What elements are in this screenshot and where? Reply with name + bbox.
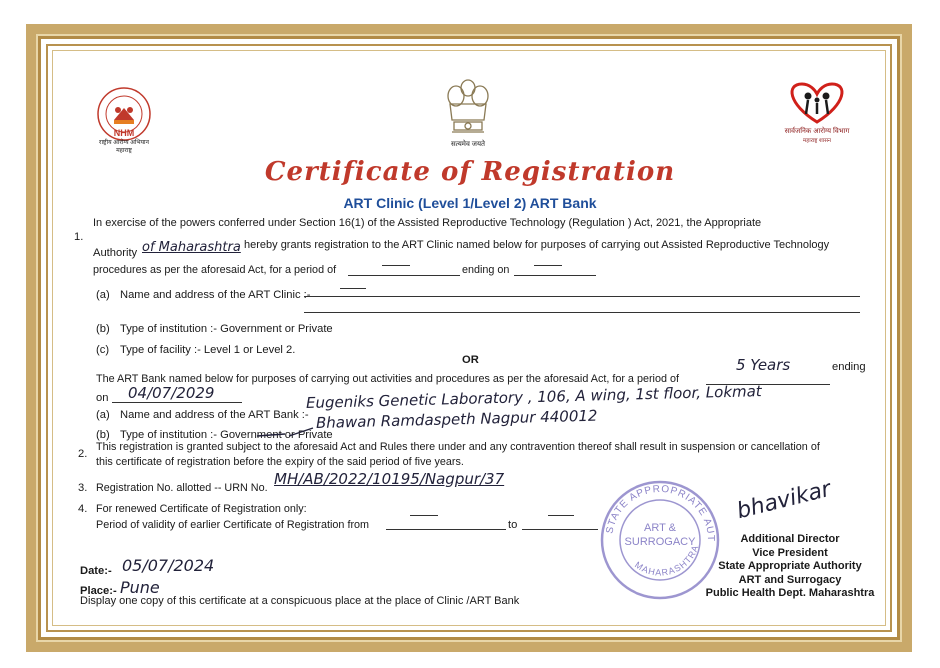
item1-b-label: (b) xyxy=(96,323,110,335)
clinic-address-blank1 xyxy=(304,296,860,297)
certificate-title: Certificate of Registration xyxy=(264,157,676,187)
date-label: Date:- xyxy=(80,565,112,577)
item1-line1: In exercise of the powers conferred under Section 16(1) of the Assisted Reproductive Technology (Regulation ) Act, 2021, the Appropriate xyxy=(93,217,762,229)
to-dash xyxy=(548,515,574,516)
period-blank xyxy=(348,275,460,276)
item1-a-text: Name and address of the ART Clinic :- xyxy=(120,289,311,301)
national-emblem xyxy=(436,74,500,154)
family-heart-icon xyxy=(778,78,856,126)
authority-handwritten: of Maharashtra xyxy=(142,240,241,255)
item1-a-label: (a) xyxy=(96,289,110,301)
bank-a-text: Name and address of the ART Bank :- xyxy=(120,409,309,421)
stamp-center1: ART & xyxy=(644,522,676,534)
on-date-blank xyxy=(112,402,242,403)
place-handwritten: Pune xyxy=(120,578,160,597)
bank-a-label: (a) xyxy=(96,409,110,421)
period-dash xyxy=(382,265,410,266)
stamp-ring-text: STATE APPROPRIATE AUT xyxy=(604,483,717,543)
nhm-text: NHM xyxy=(113,128,135,138)
footer-note: Display one copy of this certificate at a conspicuous place at the place of Clinic /ART Bank xyxy=(80,595,520,607)
right-logo-sub1: सार्वजनिक आरोग्य विभाग xyxy=(784,128,850,135)
validity-from-blank xyxy=(386,529,506,530)
signatory-l5: Public Health Dept. Maharashtra xyxy=(705,587,875,599)
place-label: Place:- xyxy=(80,585,117,597)
ashoka-lion-icon xyxy=(436,74,500,140)
item4-line1: For renewed Certificate of Registration only: xyxy=(96,503,307,515)
nhm-sub2: महाराष्ट्र xyxy=(116,148,132,154)
ending-dash xyxy=(534,265,562,266)
item1-b-text: Type of institution :- Government or Private xyxy=(120,323,333,335)
clinic-dash xyxy=(340,288,366,289)
from-dash xyxy=(410,515,438,516)
item4-line2a: Period of validity of earlier Certificate of Registration from xyxy=(96,519,370,531)
validity-to-blank xyxy=(522,529,598,530)
ending-blank xyxy=(514,275,596,276)
signatory-l2: Vice President xyxy=(752,546,828,559)
emblem-motto: सत्यमेव जयते xyxy=(450,141,486,148)
authority-label: Authority xyxy=(93,247,138,259)
period-handwritten: 5 Years xyxy=(736,356,791,374)
item4-line2b: to xyxy=(508,519,518,531)
right-logo-sub2: महाराष्ट्र शासन xyxy=(803,138,831,144)
stamp-bottom-text: MAHARASHTRA xyxy=(632,543,701,578)
item3-text: Registration No. allotted -- URN No. xyxy=(96,482,268,494)
signature: bhavikar xyxy=(734,476,834,525)
item2-number: 2. xyxy=(78,448,88,460)
item2-line2: this certificate of registration before the expiry of the said period of five years. xyxy=(96,456,464,468)
bank-address-handwritten2: Bhawan Ramdaspeth Nagpur 440012 xyxy=(315,406,598,432)
certificate-subtitle: ART Clinic (Level 1/Level 2) ART Bank xyxy=(343,195,597,211)
item1-line3b: ending on xyxy=(462,264,510,276)
signatory-l3: State Appropriate Authority xyxy=(718,560,862,572)
public-health-logo xyxy=(778,78,856,150)
on-label: on xyxy=(96,392,109,404)
stamp-center2: SURROGACY xyxy=(624,536,696,548)
or-separator: OR xyxy=(462,354,479,366)
nhm-logo xyxy=(84,86,164,156)
bank-line: The ART Bank named below for purposes of carrying out activities and procedures as per the aforesaid Act, for a period of xyxy=(96,373,679,385)
item1-c-text: Type of facility :- Level 1 or Level 2. xyxy=(120,344,296,356)
nhm-sub1: राष्ट्रीय आरोग्य अभियान xyxy=(99,140,149,146)
item4-number: 4. xyxy=(78,503,88,515)
item1-number: 1. xyxy=(74,231,84,243)
urn-handwritten: MH/AB/2022/10195/Nagpur/37 xyxy=(274,470,505,488)
bank-b-text: Type of institution :- Government or Private xyxy=(120,429,333,441)
ending-label: ending xyxy=(832,361,866,373)
on-date-handwritten: 04/07/2029 xyxy=(128,384,215,402)
item1-line2: hereby grants registration to the ART Clinic named below for purposes of carrying out Assisted Reproductive Technology xyxy=(244,239,830,251)
item2-line1: This registration is granted subject to the aforesaid Act and Rules there under and any contravention thereof shall result in suspension or cancellation of xyxy=(96,441,820,453)
government-strike-mark xyxy=(255,420,315,442)
signatory-block xyxy=(690,533,890,601)
bank-address-handwritten1: Eugeniks Genetic Laboratory , 106, A wing, 1st floor, Lokmat xyxy=(305,382,762,412)
bank-b-label: (b) xyxy=(96,429,110,441)
item1-line3a: procedures as per the aforesaid Act, for a period of xyxy=(93,264,337,276)
signatory-l4: ART and Surrogacy xyxy=(738,573,842,586)
item3-number: 3. xyxy=(78,482,88,494)
date-handwritten: 05/07/2024 xyxy=(122,556,215,575)
signatory-l1: Additional Director xyxy=(740,533,840,545)
item1-c-label: (c) xyxy=(96,344,110,356)
clinic-address-blank2 xyxy=(304,312,860,313)
